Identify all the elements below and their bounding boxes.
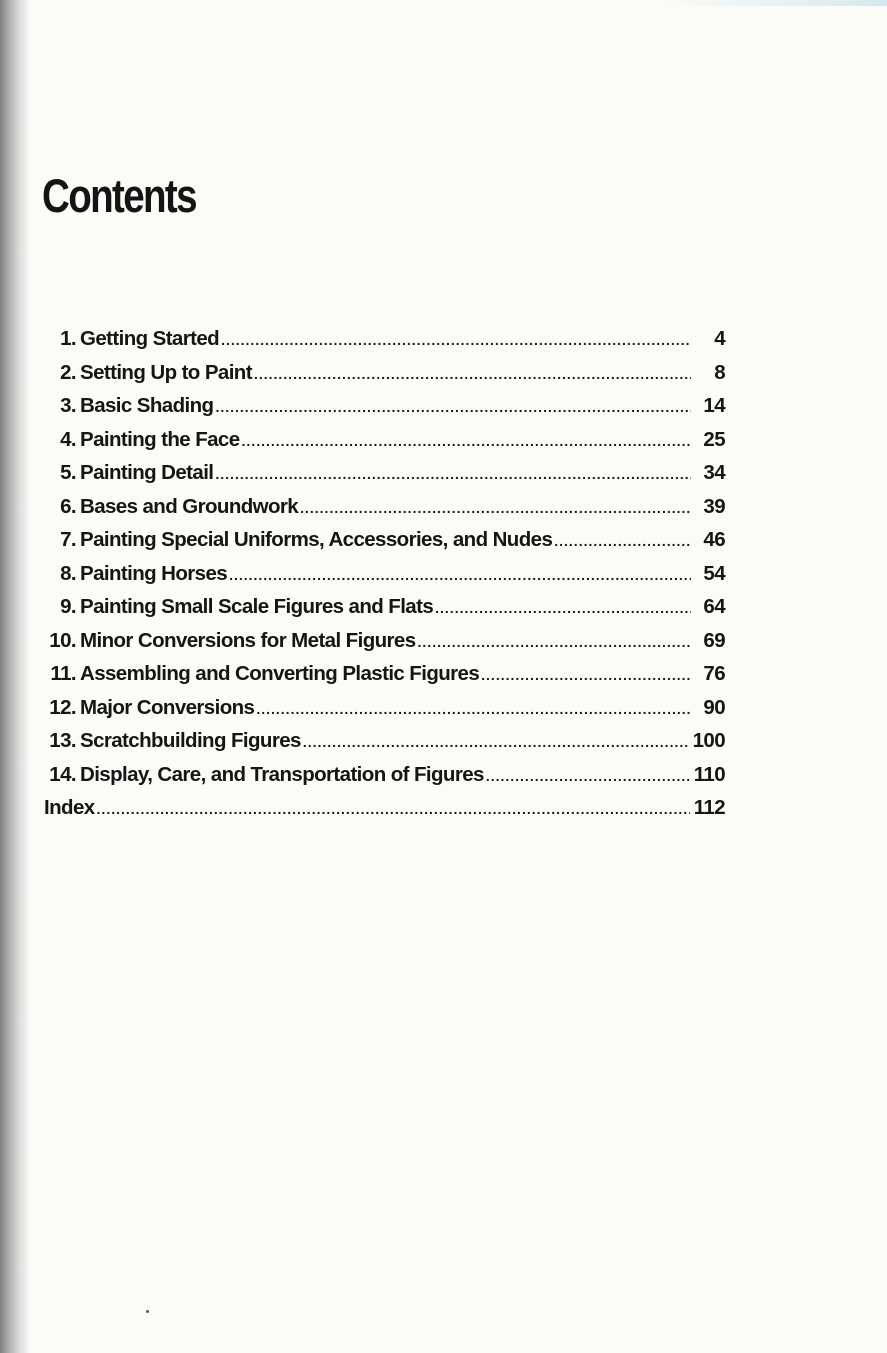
toc-entry-title: Major Conversions	[80, 695, 255, 719]
toc-entry-page: 25	[703, 427, 725, 451]
toc-entry-number: 12.	[49, 695, 76, 719]
toc-entry-page: 8	[714, 360, 725, 384]
toc-dot-leader	[215, 466, 691, 482]
toc-entry-title: Painting the Face	[80, 427, 240, 451]
toc-entry-1	[44, 327, 725, 361]
toc-entry-8	[44, 562, 725, 596]
toc-entry-2	[44, 361, 725, 395]
toc-dot-leader	[418, 634, 691, 650]
toc-entry-11	[44, 662, 725, 696]
toc-dot-leader	[481, 667, 691, 683]
toc-entry-page: 54	[703, 561, 725, 585]
toc-dot-leader	[254, 366, 691, 382]
toc-dot-leader	[435, 600, 691, 616]
toc-entry-page: 76	[703, 662, 725, 685]
toc-entry-number: 7.	[60, 528, 76, 551]
toc-entry-number: 8.	[60, 561, 76, 585]
toc-entry-number: 6.	[60, 494, 76, 518]
toc-dot-leader	[256, 701, 691, 717]
toc-entry-number: 10.	[49, 628, 76, 652]
toc-entry-title: Assembling and Converting Plastic Figures	[80, 662, 480, 685]
toc-entry-3	[44, 394, 725, 428]
toc-entry-title: Painting Special Uniforms, Accessories, and Nudes	[80, 528, 553, 551]
toc-entry-index	[44, 796, 725, 830]
toc-entry-page: 64	[703, 595, 725, 618]
toc-entry-number: 11.	[50, 662, 76, 685]
toc-entry-13	[44, 729, 725, 763]
table-of-contents	[44, 327, 725, 830]
toc-dot-leader	[300, 500, 691, 516]
toc-dot-leader	[97, 801, 690, 817]
paper-speck	[146, 1310, 149, 1313]
toc-entry-page: 39	[703, 494, 725, 518]
toc-entry-page: 90	[703, 695, 725, 719]
toc-entry-number: 14.	[49, 762, 76, 786]
toc-dot-leader	[486, 768, 690, 784]
toc-entry-title: Bases and Groundwork	[80, 494, 299, 518]
toc-entry-page: 112	[693, 796, 725, 819]
toc-entry-title: Getting Started	[80, 327, 220, 350]
toc-dot-leader	[221, 332, 691, 348]
toc-entry-number: 2.	[60, 360, 76, 384]
toc-entry-number: 3.	[60, 394, 76, 417]
toc-entry-page: 46	[703, 528, 725, 551]
toc-entry-page: 14	[703, 394, 725, 417]
toc-entry-title: Minor Conversions for Metal Figures	[80, 628, 416, 652]
toc-entry-12	[44, 696, 725, 730]
toc-entry-page: 69	[703, 628, 725, 652]
toc-entry-title: Scratchbuilding Figures	[80, 729, 301, 752]
toc-dot-leader	[554, 533, 691, 549]
toc-dot-leader	[242, 433, 691, 449]
toc-dot-leader	[303, 734, 689, 750]
toc-entry-9	[44, 595, 725, 629]
toc-entry-page: 100	[692, 729, 725, 752]
toc-entry-title: Painting Small Scale Figures and Flats	[80, 595, 434, 618]
toc-entry-5	[44, 461, 725, 495]
toc-entry-10	[44, 629, 725, 663]
toc-entry-4	[44, 428, 725, 462]
toc-entry-number: 5.	[60, 461, 76, 484]
toc-dot-leader	[229, 567, 691, 583]
toc-entry-page: 4	[714, 327, 725, 350]
toc-entry-title: Painting Horses	[80, 561, 228, 585]
toc-entry-number: 9.	[60, 595, 76, 618]
page-title: Contents	[42, 169, 196, 222]
toc-entry-7	[44, 528, 725, 562]
toc-entry-title: Painting Detail	[80, 461, 214, 484]
page-edge-tint	[667, 0, 887, 6]
toc-entry-title: Index	[44, 796, 95, 819]
toc-entry-number: 13.	[49, 729, 76, 752]
toc-entry-14	[44, 763, 725, 797]
toc-entry-6	[44, 495, 725, 529]
toc-entry-title: Display, Care, and Transportation of Figures	[80, 762, 484, 786]
toc-entry-page: 110	[693, 762, 725, 786]
toc-entry-page: 34	[703, 461, 725, 484]
toc-entry-number: 4.	[60, 427, 76, 451]
toc-entry-number: 1.	[60, 327, 76, 350]
toc-dot-leader	[215, 399, 691, 415]
toc-entry-title: Basic Shading	[80, 394, 214, 417]
page-gutter-shadow	[0, 0, 30, 1353]
toc-entry-title: Setting Up to Paint	[80, 360, 252, 384]
